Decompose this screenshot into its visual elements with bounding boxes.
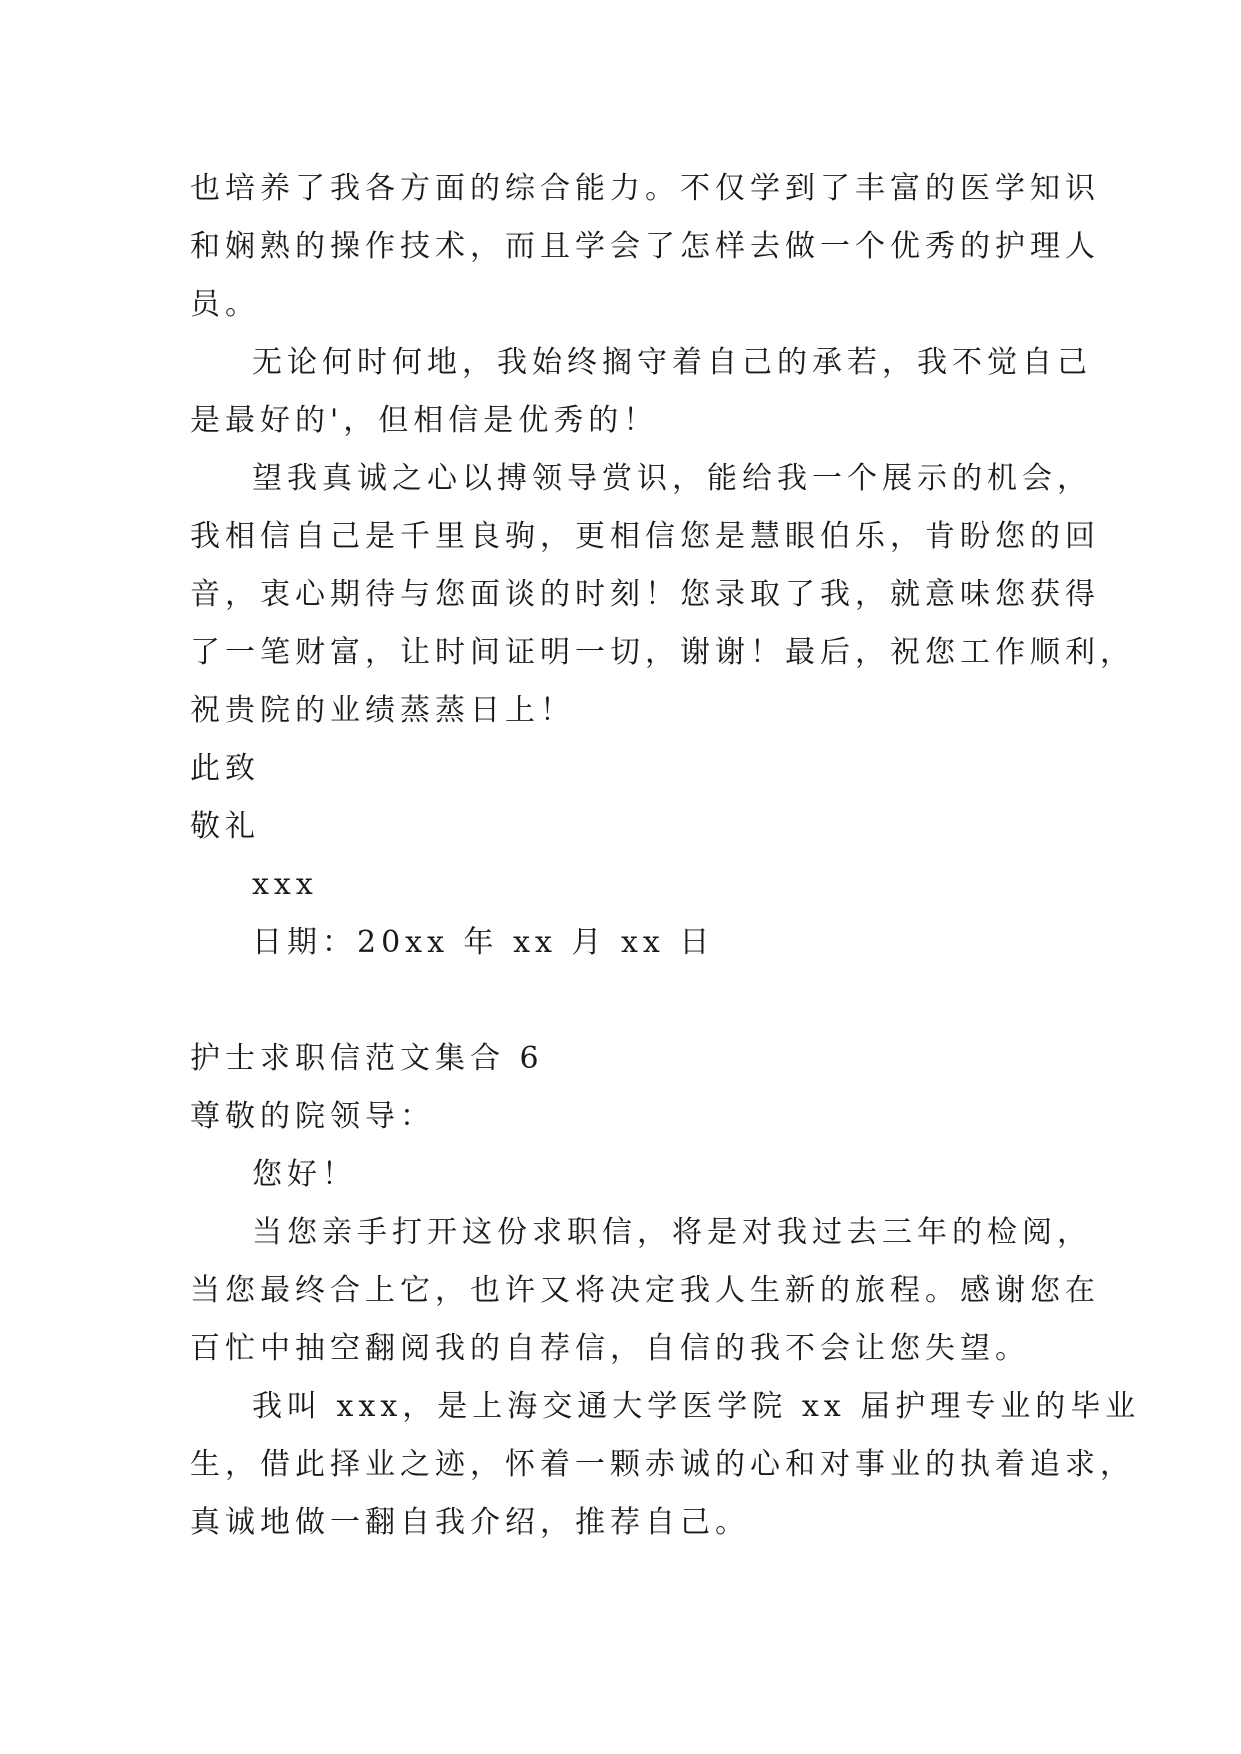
body-line: 百忙中抽空翻阅我的自荐信，自信的我不会让您失望。 (190, 1331, 1030, 1366)
signature-name: xxx (252, 867, 318, 902)
closing-regards: 敬礼 (190, 809, 260, 844)
greeting-recipient: 尊敬的院领导： (190, 1099, 435, 1134)
body-line: 也培养了我各方面的综合能力。不仅学到了丰富的医学知识 (190, 171, 1100, 206)
section-title: 护士求职信范文集合 6 (190, 1041, 544, 1076)
body-line: 员。 (190, 287, 260, 322)
body-line: 真诚地做一翻自我介绍，推荐自己。 (190, 1505, 750, 1540)
body-line: 当您最终合上它，也许又将决定我人生新的旅程。感谢您在 (190, 1273, 1100, 1308)
body-line: 音，衷心期待与您面谈的时刻！您录取了我，就意味您获得 (190, 577, 1100, 612)
body-line: 生，借此择业之迹，怀着一颗赤诚的心和对事业的执着追求， (190, 1447, 1135, 1482)
closing-salutation: 此致 (190, 751, 260, 786)
body-line: 祝贵院的业绩蒸蒸日上！ (190, 693, 575, 728)
section-spacer (190, 972, 1070, 1030)
body-line: 是最好的'，但相信是优秀的！ (190, 403, 659, 438)
greeting: 您好！ (252, 1157, 357, 1192)
paragraph-start: 望我真诚之心以搏领导赏识，能给我一个展示的机会， (252, 461, 1092, 496)
paragraph-start: 当您亲手打开这份求职信，将是对我过去三年的检阅， (252, 1215, 1092, 1250)
paragraph-start: 我叫 xxx，是上海交通大学医学院 xx 届护理专业的毕业 (252, 1389, 1141, 1424)
body-line: 了一笔财富，让时间证明一切，谢谢！最后，祝您工作顺利， (190, 635, 1135, 670)
body-line: 我相信自己是千里良驹，更相信您是慧眼伯乐，肯盼您的回 (190, 519, 1100, 554)
paragraph-start: 无论何时何地，我始终搁守着自己的承若，我不觉自己 (252, 345, 1092, 380)
letter-body (190, 160, 1141, 1552)
body-line: 和娴熟的操作技术，而且学会了怎样去做一个优秀的护理人 (190, 229, 1100, 264)
signature-date: 日期：20xx 年 xx 月 xx 日 (252, 925, 715, 960)
